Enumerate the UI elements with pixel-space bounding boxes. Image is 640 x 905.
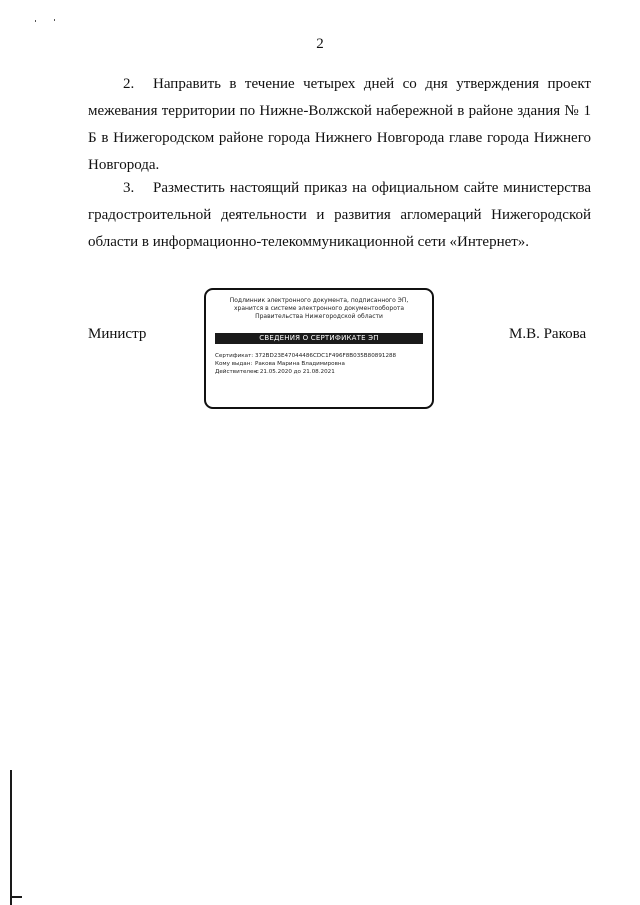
- issued-to-row: [215, 360, 426, 368]
- stamp-header-line: Правительства Нижегородской области: [255, 313, 383, 320]
- stamp-header-line: Подлинник электронного документа, подписанного ЭП,: [229, 297, 409, 304]
- paragraph-number: 2.: [123, 76, 135, 92]
- certificate-value: 372BD23E47044486CDC1F496F8B035B80891288: [255, 353, 397, 359]
- stamp-header-line: хранится в системе электронного документооборота: [233, 305, 405, 312]
- signer-name: М.В. Ракова: [509, 326, 587, 342]
- stamp-certificate-banner: СВЕДЕНИЯ О СЕРТИФИКАТЕ ЭП: [215, 333, 423, 344]
- signer-title: Министр: [88, 326, 147, 342]
- validity-value: с 21.05.2020 до 21.08.2021: [255, 369, 335, 375]
- issued-to-label: Кому выдан:: [215, 361, 253, 367]
- scan-artifact-dot: [35, 20, 36, 22]
- paragraph-item-3: [88, 175, 591, 256]
- paragraph-text: Разместить настоящий приказ на официальном сайте министерства градостроительной деятельности и развития агломераций Нижегородской области в информационно-телекоммуникационной сети «Интернет».: [88, 180, 591, 250]
- stamp-header: [214, 297, 424, 321]
- stamp-certificate-details: [215, 352, 426, 376]
- validity-row: [215, 368, 426, 376]
- electronic-signature-stamp: [204, 288, 434, 409]
- page-number: 2: [316, 36, 324, 52]
- issued-to-value: Ракова Марина Владимировна: [255, 361, 345, 367]
- paragraph-item-2: [88, 71, 591, 179]
- validity-label: Действителен:: [215, 369, 259, 375]
- scan-edge-line: [10, 770, 12, 905]
- scan-edge-line: [10, 896, 22, 898]
- paragraph-text: Направить в течение четырех дней со дня утверждения проект межевания территории по Нижне-Волжской набережной в районе здания № 1 Б в Нижегородском районе города Нижнего Новгорода главе города Нижнего Новгорода.: [88, 76, 591, 173]
- certificate-label: Сертификат:: [215, 353, 254, 359]
- paragraph-number: 3.: [123, 180, 135, 196]
- scan-artifact-dot: [54, 19, 55, 21]
- certificate-row: [215, 352, 426, 360]
